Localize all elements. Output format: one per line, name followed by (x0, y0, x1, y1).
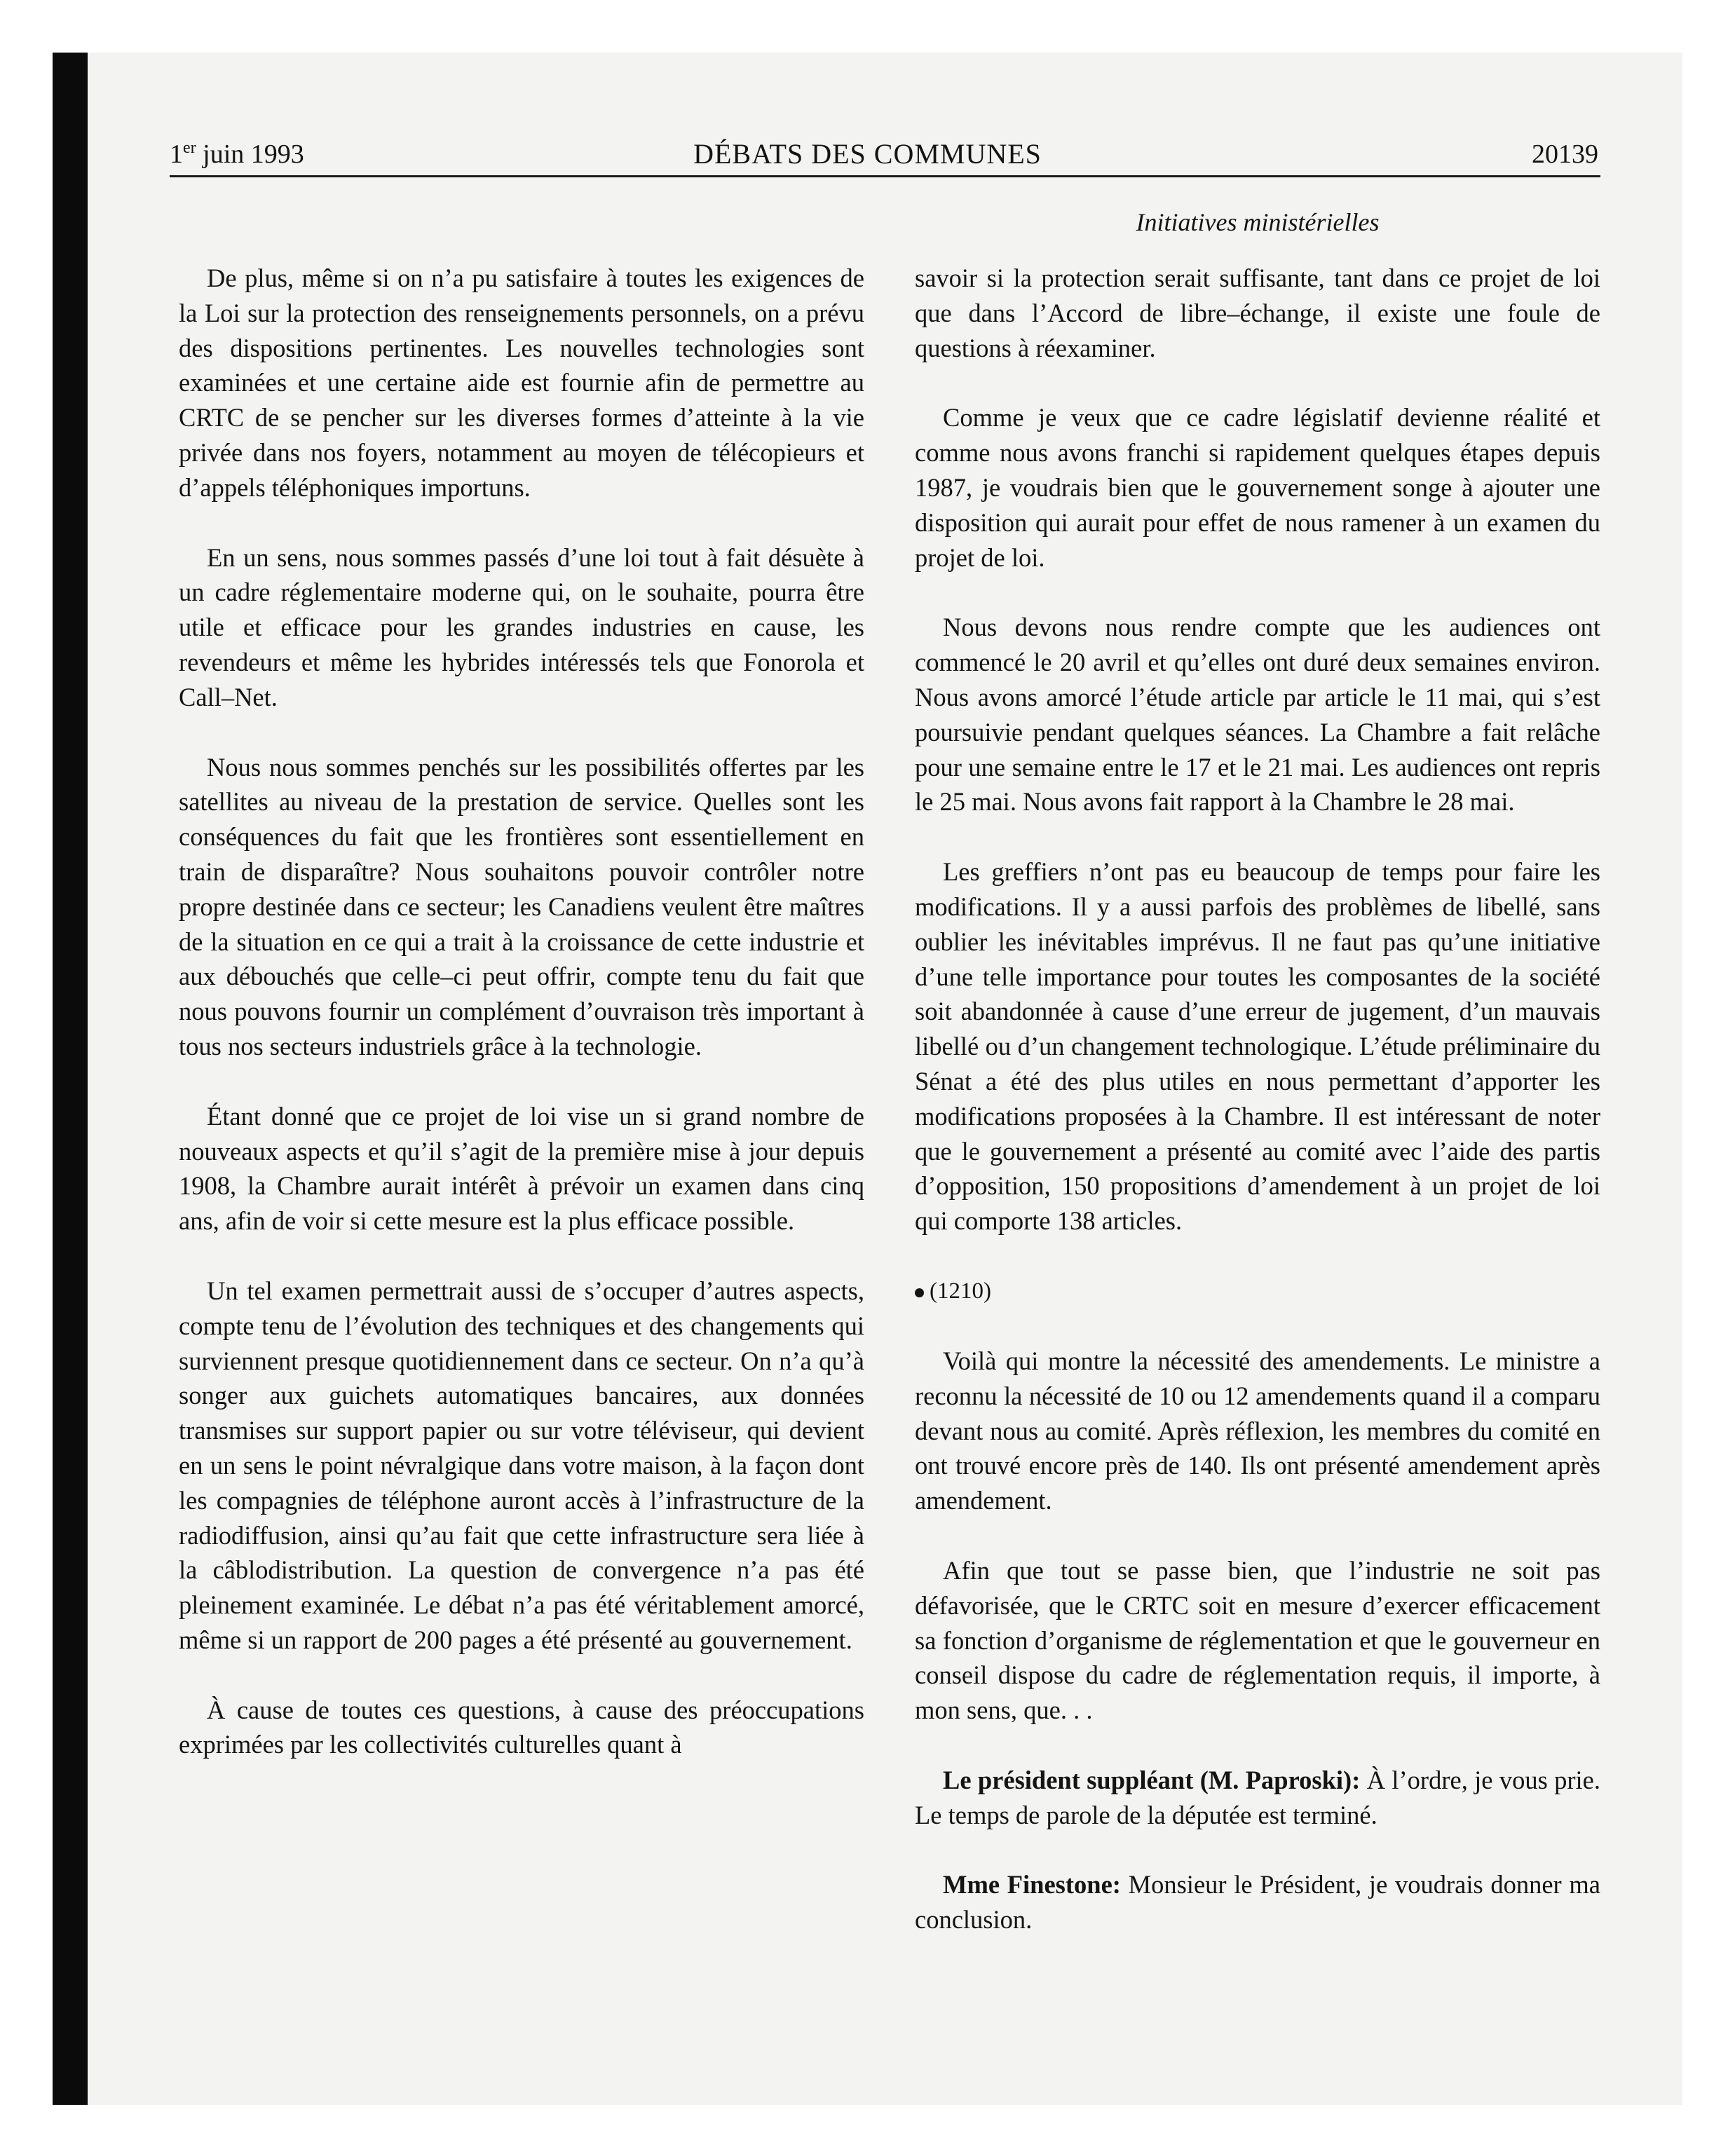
paragraph: À cause de toutes ces questions, à cause des préoccupations exprimées par les collectivités culturelles quant à (179, 1695, 864, 1759)
speech-paragraph (915, 1763, 1600, 1833)
paragraph: Voilà qui montre la nécessité des amendements. Le ministre a reconnu la nécessité de 10 ou 12 amendements quand il a comparu devant nous au comité. Après réflexion, les membres du comité en ont trouvé encore près de 140. Ils ont présenté amendement après amendement. (915, 1346, 1600, 1515)
page-number: 20139 (1532, 139, 1598, 169)
paragraph: Nous devons nous rendre compte que les audiences ont commencé le 20 avril et qu’elles ont duré deux semaines environ. Nous avons amorcé l’étude article par article le 11 mai, qui s’est poursuivie pendant quelques séances. La Chambre a fait relâche pour une semaine entre le 17 et le 21 mai. Les audiences ont repris le 25 mai. Nous avons fait rapport à la Chambre le 28 mai. (915, 613, 1600, 817)
paragraph: Les greffiers n’ont pas eu beaucoup de temps pour faire les modifications. Il y a aussi parfois des problèmes de libellé, sans oublier les inévitables imprévus. Il ne faut pas qu’une initiative d’une telle importance pour toutes les composantes de la société soit abandonnée à cause d’une erreur de jugement, d’un mauvais libellé ou d’un changement technologique. L’étude préliminaire du Sénat a été des plus utiles en nous permettant d’apporter les modifications proposées à la Chambre. Il est intéressant de noter que le gouvernement a présenté au comité avec l’aide des partis d’opposition, 150 propositions d’amendement à un projet de loi qui comporte 138 articles. (915, 857, 1600, 1236)
speaker-name: Le président suppléant (M. Paproski): (943, 1765, 1361, 1794)
section-title: Initiatives ministérielles (1136, 208, 1380, 236)
paragraph: En un sens, nous sommes passés d’une loi tout à fait désuète à un cadre réglementaire moderne qui, on le souhaite, pourra être utile et efficace pour les grandes industries en cause, les revendeurs et même les hybrides intéressés tels que Fonorola et Call–Net. (179, 543, 864, 711)
bullet-icon (915, 1288, 924, 1297)
header-title: DÉBATS DES COMMUNES (693, 138, 1042, 170)
header-date: 1er juin 1993 (170, 139, 304, 169)
left-column (179, 261, 864, 1797)
paragraph: savoir si la protection serait suffisante, tant dans ce projet de loi que dans l’Accord de libre–échange, il existe une foule de questions à réexaminer. (915, 264, 1600, 362)
paragraph: Un tel examen permettrait aussi de s’occuper d’autres aspects, compte tenu de l’évolution des techniques et des changements qui surviennent presque quotidiennement dans ce secteur. On n’a qu’à songer aux guichets automatiques bancaires, aux données transmises sur support papier ou sur votre téléviseur, qui devient en un sens le point névralgique dans votre maison, à la façon dont les compagnies de téléphone auront accès à l’infrastructure de la radiodiffusion, ainsi qu’au fait que cette infrastructure sera liée à la câblodistribution. La question de convergence n’a pas été pleinement examinée. Le débat n’a pas été véritablement amorcé, même si un rapport de 200 pages a été présenté au gouvernement. (179, 1276, 864, 1654)
speaker-name: Mme Finestone: (943, 1870, 1121, 1899)
speech-paragraph (915, 1867, 1600, 1937)
time-marker-label: (1210) (930, 1278, 991, 1304)
paragraph: Afin que tout se passe bien, que l’industrie ne soit pas défavorisée, que le CRTC soit en mesure d’exercer efficacement sa fonction d’organisme de réglementation et que le gouverneur en conseil dispose du cadre de réglementation requis, il importe, à mon sens, que. . . (915, 1555, 1600, 1725)
speech-text: À l’ordre, je vous prie. Le temps de parole de la députée est terminé. (915, 1765, 1600, 1829)
speech-text: Monsieur le Président, je voudrais donner ma conclusion. (915, 1870, 1600, 1935)
paragraph: Nous nous sommes penchés sur les possibilités offertes par les satellites au niveau de la prestation de service. Quelles sont les conséquences du fait que les frontières sont essentiellement en train de disparaître? Nous souhaitons pouvoir contrôler notre propre destinée dans ce secteur; les Canadiens veulent être maîtres de la situation en ce qui a trait à la croissance de cette industrie et aux débouchés que celle–ci peut offrir, compte tenu du fait que nous pouvons fournir un complément d’ouvraison très important à tous nos secteurs industriels grâce à la technologie. (179, 752, 864, 1060)
paragraph: Étant donné que ce projet de loi vise un si grand nombre de nouveaux aspects et qu’il s’agit de la première mise à jour depuis 1908, la Chambre aurait intérêt à prévoir un examen dans cinq ans, afin de voir si cette mesure est la plus efficace possible. (179, 1101, 864, 1236)
paragraph: De plus, même si on n’a pu satisfaire à toutes les exigences de la Loi sur la protection des renseignements personnels, on a prévu des dispositions pertinentes. Les nouvelles technologies sont examinées et une certaine aide est fournie afin de permettre au CRTC de se pencher sur les diverses formes d’atteinte à la vie privée dans nos foyers, notamment au moyen de télécopieurs et d’appels téléphoniques importuns. (179, 264, 864, 502)
right-column (915, 261, 1600, 1972)
time-marker (915, 1274, 1600, 1309)
binding-shadow (53, 53, 88, 2105)
paragraph: Comme je veux que ce cadre législatif devienne réalité et comme nous avons franchi si rapidement quelques étapes depuis 1987, je voudrais bien que le gouvernement songe à ajouter une disposition qui aurait pour effet de nous ramener à un examen du projet de loi. (915, 403, 1600, 572)
header-rule (170, 175, 1600, 177)
